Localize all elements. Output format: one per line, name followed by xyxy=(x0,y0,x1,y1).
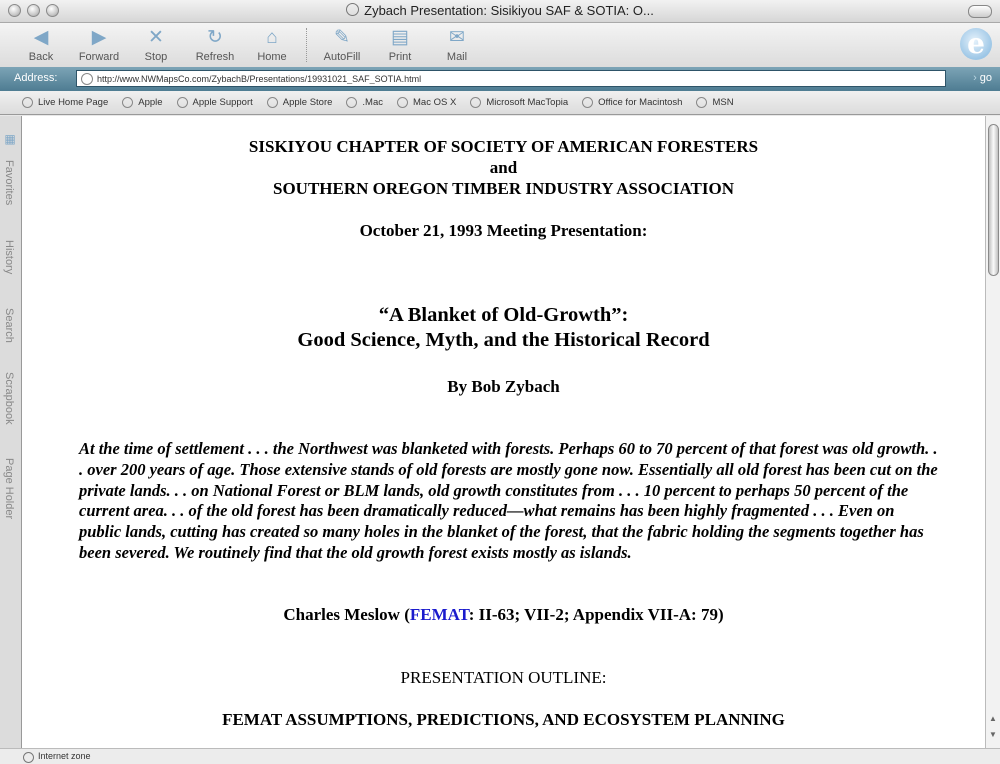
address-label: Address: xyxy=(14,72,58,84)
sidebar-tab-page-holder[interactable]: Page Holder xyxy=(3,458,15,520)
internet-explorer-logo-icon: e xyxy=(960,28,992,60)
quote-citation: Charles Meslow (FEMAT: II-63; VII-2; Appendix VII-A: 79) xyxy=(283,605,724,624)
page-heading-sotia: SOUTHERN OREGON TIMBER INDUSTRY ASSOCIATION xyxy=(272,179,735,198)
favorite-msn[interactable]: MSN xyxy=(696,97,733,108)
favorite-dotmac[interactable]: .Mac xyxy=(346,97,383,108)
favorite-mac-os-x[interactable]: Mac OS X xyxy=(397,97,456,108)
opening-quote: At the time of settlement . . . the Northwest was blanketed with forests. Perhaps 60 to 70 percent of that forest was old growth. . . over 200 years of age. Those extensive stands of old forests are mostly gone now. Essentially all old forest has been cut on the private lands. . . on National Forest or BLM lands, old growth constitutes from . . . 10 percent to perhaps 50 percent of the current area. . . of the old forest has been dramatically reduced—what remains has been highly fragmented . . . Even on public lands, cutting has created so many holes in the blanket of the forest, that the fabric holding the segments together has been severed. We routinely find that the old growth forest exists mostly as islands. xyxy=(79,439,938,562)
sidebar-toggle-icon[interactable]: ▦ xyxy=(4,132,16,146)
print-icon: ▤ xyxy=(391,27,409,48)
favorite-apple-store[interactable]: Apple Store xyxy=(267,97,333,108)
status-zone-text: Internet zone xyxy=(38,751,91,761)
forward-arrow-icon: ▶ xyxy=(91,27,107,48)
home-button[interactable]: ⌂ Home xyxy=(257,27,287,63)
mail-icon: ✉ xyxy=(449,27,465,48)
sidebar-tab-scrapbook[interactable]: Scrapbook xyxy=(3,372,15,425)
globe-icon xyxy=(81,73,93,85)
home-icon: ⌂ xyxy=(266,27,278,48)
scroll-up-arrow-icon[interactable]: ▲ xyxy=(989,714,997,723)
address-input[interactable] xyxy=(97,71,937,86)
address-bar xyxy=(0,67,1000,91)
globe-icon xyxy=(346,3,359,16)
explorer-sidebar xyxy=(0,116,22,748)
status-bar xyxy=(0,748,1000,764)
page-content xyxy=(22,116,985,748)
page-heading-and: and xyxy=(489,158,518,177)
page-heading-saf: SISKIYOU CHAPTER OF SOCIETY OF AMERICAN FORESTERS xyxy=(248,137,759,156)
autofill-button[interactable]: ✎ AutoFill xyxy=(323,27,361,63)
window-titlebar xyxy=(0,0,1000,23)
globe-icon xyxy=(122,97,133,108)
globe-icon xyxy=(397,97,408,108)
outline-heading: PRESENTATION OUTLINE: xyxy=(400,668,607,687)
refresh-button[interactable]: ↻ Refresh xyxy=(195,27,235,63)
favorite-apple-support[interactable]: Apple Support xyxy=(177,97,253,108)
mail-button[interactable]: ✉ Mail xyxy=(446,27,468,63)
favorite-apple[interactable]: Apple xyxy=(122,97,162,108)
autofill-icon: ✎ xyxy=(334,27,350,48)
meeting-date: October 21, 1993 Meeting Presentation: xyxy=(359,221,648,240)
globe-icon xyxy=(582,97,593,108)
vertical-scrollbar[interactable] xyxy=(985,116,1000,748)
toolbar-separator xyxy=(306,28,307,62)
sidebar-tab-history[interactable]: History xyxy=(3,240,15,275)
globe-icon xyxy=(22,97,33,108)
sidebar-tab-favorites[interactable]: Favorites xyxy=(3,160,15,206)
globe-icon xyxy=(696,97,707,108)
favorite-microsoft-mactopia[interactable]: Microsoft MacTopia xyxy=(470,97,568,108)
presentation-subtitle: Good Science, Myth, and the Historical Record xyxy=(297,329,710,351)
stop-button[interactable]: ✕ Stop xyxy=(144,27,168,63)
window-title: Zybach Presentation: Sisikiyou SAF & SOTIA: O... xyxy=(0,3,1000,18)
favorites-bar xyxy=(0,91,1000,115)
internet-zone-icon xyxy=(23,752,34,763)
globe-icon xyxy=(470,97,481,108)
go-button[interactable]: › go xyxy=(973,72,992,84)
scroll-down-arrow-icon[interactable]: ▼ xyxy=(989,730,997,739)
byline: By Bob Zybach xyxy=(447,377,560,396)
toolbar xyxy=(0,23,1000,67)
globe-icon xyxy=(177,97,188,108)
address-field[interactable] xyxy=(76,70,946,87)
back-arrow-icon: ◀ xyxy=(33,27,49,48)
back-button[interactable]: ◀ Back xyxy=(28,27,54,63)
globe-icon xyxy=(346,97,357,108)
presentation-title: “A Blanket of Old-Growth”: xyxy=(378,304,629,326)
go-arrow-icon: › xyxy=(973,72,977,84)
scrollbar-thumb[interactable] xyxy=(988,124,999,276)
section-heading: FEMAT ASSUMPTIONS, PREDICTIONS, AND ECOSYSTEM PLANNING xyxy=(222,710,785,729)
forward-button[interactable]: ▶ Forward xyxy=(78,27,120,63)
toolbar-toggle-button[interactable] xyxy=(968,5,992,18)
sidebar-tab-search[interactable]: Search xyxy=(3,308,15,343)
stop-icon: ✕ xyxy=(148,27,164,48)
globe-icon xyxy=(267,97,278,108)
refresh-icon: ↻ xyxy=(207,27,223,48)
favorite-office-for-macintosh[interactable]: Office for Macintosh xyxy=(582,97,682,108)
print-button[interactable]: ▤ Print xyxy=(388,27,412,63)
favorite-live-home-page[interactable]: Live Home Page xyxy=(22,97,108,108)
femat-link[interactable]: FEMAT xyxy=(409,605,469,624)
